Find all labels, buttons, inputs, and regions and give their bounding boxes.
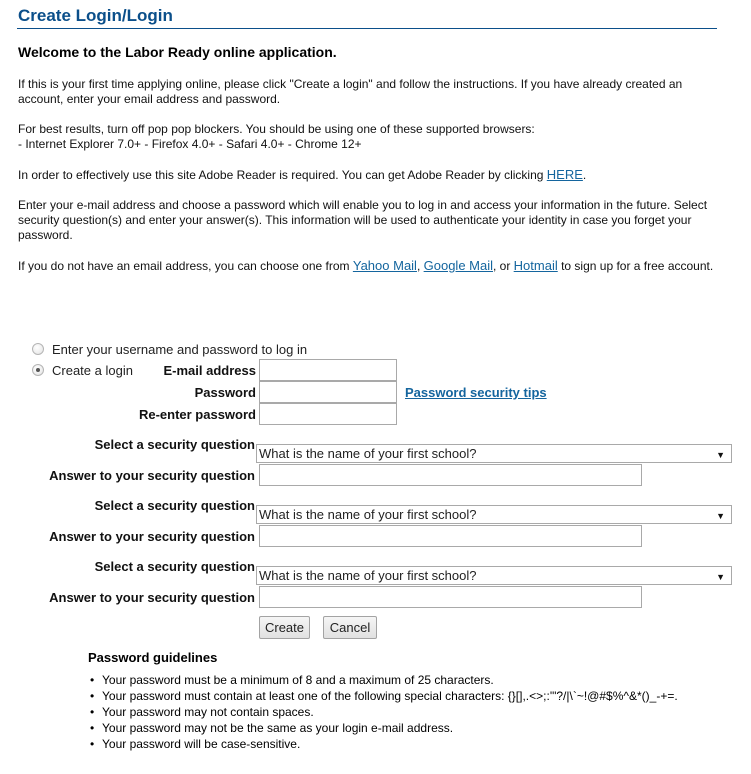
email-providers-text-end: to sign up for a free account. [557, 259, 714, 273]
separator: , or [493, 259, 514, 273]
create-login-radio[interactable] [32, 364, 44, 376]
security-answer-1-input[interactable] [259, 464, 642, 486]
password-security-tips-link[interactable]: Password security tips [405, 385, 547, 400]
intro-paragraph-adobe [18, 167, 728, 183]
browsers-list: - Internet Explorer 7.0+ - Firefox 4.0+ - Safari 4.0+ - Chrome 12+ [18, 137, 362, 151]
create-login-radio-label[interactable]: Create a login [52, 363, 133, 378]
intro-paragraph-first-time: If this is your first time applying online, please click "Create a login" and follow the instructions. If you have already created an account, enter your email address and password. [18, 77, 683, 106]
security-answer-3-label: Answer to your security question [49, 590, 255, 605]
password-label: Password [194, 385, 256, 400]
separator: , [416, 259, 424, 273]
title-divider [17, 28, 717, 29]
cancel-button[interactable]: Cancel [323, 616, 377, 639]
adobe-text-end: . [582, 168, 587, 182]
guideline-item: • Your password may not be the same as your login e-mail address. [88, 720, 678, 736]
reenter-password-label: Re-enter password [138, 407, 256, 422]
security-answer-3-input[interactable] [259, 586, 642, 608]
guideline-item: • Your password may not contain spaces. [88, 704, 678, 720]
login-radio-label[interactable]: Enter your username and password to log in [52, 342, 308, 357]
google-mail-link[interactable]: Google Mail [423, 258, 493, 273]
guideline-item: • Your password will be case-sensitive. [88, 736, 678, 752]
dropdown-arrow-icon: ▼ [716, 572, 725, 582]
security-question-3-select[interactable] [256, 566, 732, 585]
security-question-1-label: Select a security question [94, 437, 255, 452]
yahoo-mail-link[interactable]: Yahoo Mail [352, 258, 417, 273]
create-button[interactable]: Create [259, 616, 310, 639]
security-question-3-label: Select a security question [94, 559, 255, 574]
hotmail-link[interactable]: Hotmail [513, 258, 558, 273]
page-title: Create Login/Login [18, 6, 173, 25]
security-question-2-label: Select a security question [94, 498, 255, 513]
intro-paragraph-browsers [18, 122, 728, 152]
adobe-text: In order to effectively use this site Adobe Reader is required. You can get Adobe Reader by clicking [18, 168, 547, 182]
intro-paragraph-instructions: Enter your e-mail address and choose a password which will enable you to log in and access your information in the future. Select security question(s) and enter your answer(s). This information will be used to authenticate your identity in case you forget your password. [18, 198, 708, 242]
welcome-heading: Welcome to the Labor Ready online application. [18, 44, 337, 60]
security-answer-2-input[interactable] [259, 525, 642, 547]
email-providers-text: If you do not have an email address, you can choose one from [18, 259, 353, 273]
intro-paragraph-email-providers [18, 258, 728, 274]
reenter-password-input[interactable] [259, 403, 397, 425]
security-question-2-value: What is the name of your first school? [259, 507, 477, 522]
browsers-note: For best results, turn off pop pop blockers. You should be using one of these supported browsers: [18, 122, 535, 136]
email-input[interactable] [259, 359, 397, 381]
guideline-item: • Your password must contain at least one of the following special characters: {}[],.<>;:'"?/|\`~!@#$%^&*()_-+=. [88, 688, 678, 704]
security-question-2-select[interactable] [256, 505, 732, 524]
password-input[interactable] [259, 381, 397, 403]
password-guidelines-title: Password guidelines [88, 650, 218, 665]
email-label: E-mail address [163, 363, 256, 378]
dropdown-arrow-icon: ▼ [716, 511, 725, 521]
security-answer-2-label: Answer to your security question [49, 529, 255, 544]
password-guidelines-list [88, 672, 678, 752]
security-question-3-value: What is the name of your first school? [259, 568, 477, 583]
adobe-reader-link[interactable]: HERE [546, 167, 583, 182]
guideline-item: • Your password must be a minimum of 8 and a maximum of 25 characters. [88, 672, 678, 688]
dropdown-arrow-icon: ▼ [716, 450, 725, 460]
security-question-1-select[interactable] [256, 444, 732, 463]
login-radio[interactable] [32, 343, 44, 355]
security-question-1-value: What is the name of your first school? [259, 446, 477, 461]
security-answer-1-label: Answer to your security question [49, 468, 255, 483]
